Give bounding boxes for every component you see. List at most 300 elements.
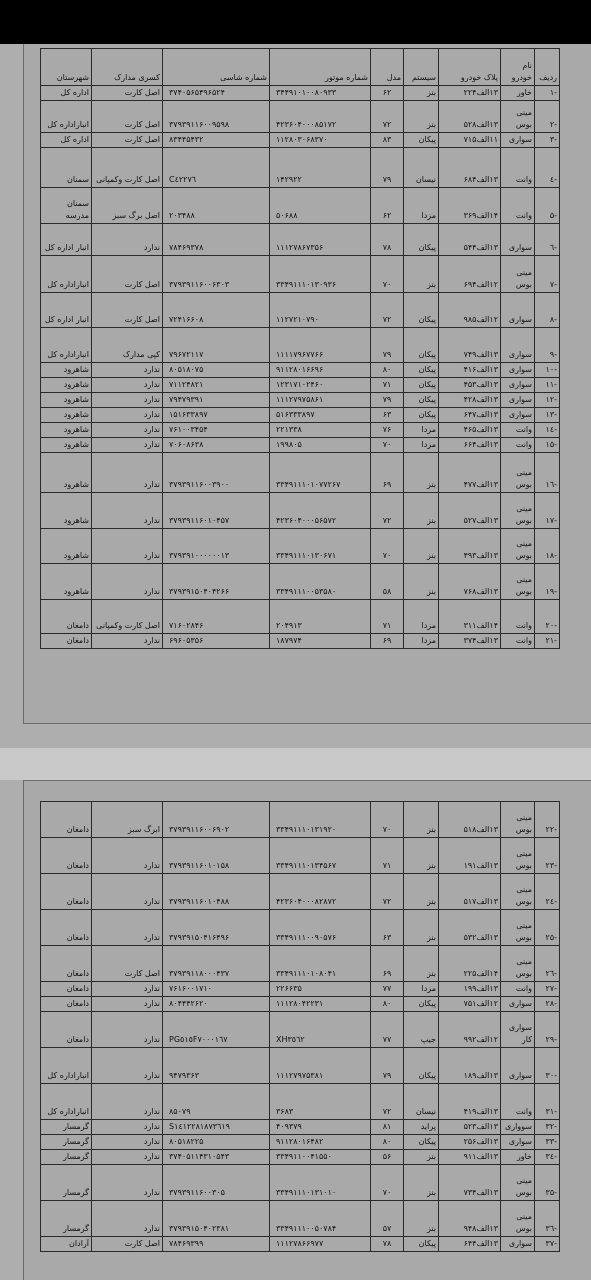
table-row xyxy=(41,86,560,101)
city-cell: انباراداره کل xyxy=(41,256,92,293)
vehicle-name-cell: سواری کار xyxy=(501,1012,535,1048)
missing-docs-cell: اصل کارت وکمپانی xyxy=(92,600,163,634)
table-row xyxy=(41,838,560,874)
vehicle-name-cell: سواری xyxy=(501,224,535,256)
system-cell: پیکان xyxy=(404,378,439,393)
engine-number-cell: ۴۲۳۶۰۴۰۰۰۵۶۵۷۲ xyxy=(270,493,371,529)
table-row xyxy=(41,997,560,1012)
missing-docs-cell: ندارد xyxy=(92,438,163,453)
table-row xyxy=(41,423,560,438)
plate-cell: ۱۳الف۱۹۹ xyxy=(439,982,501,997)
city-cell: دامغان xyxy=(41,634,92,649)
row-number-cell: -۲ xyxy=(535,101,560,133)
city-cell: سمنان xyxy=(41,148,92,188)
system-cell: بنز xyxy=(404,910,439,946)
engine-number-cell: ۹۱۱۲۸۰۱۶۴۸۲ xyxy=(270,1135,371,1150)
table-row xyxy=(41,529,560,564)
chassis-number-cell: ۳۷۹۳۹۱۱۶۰۰۶۳۰۳ xyxy=(163,256,270,293)
table-row xyxy=(41,393,560,408)
system-cell: بنز xyxy=(404,564,439,600)
system-cell: بنز xyxy=(404,101,439,133)
system-cell: نیسان xyxy=(404,148,439,188)
system-cell: پیکان xyxy=(404,997,439,1012)
engine-number-cell: ۱۱۱۲۷۸۶۷۳۵۶ xyxy=(270,224,371,256)
chassis-number-cell: ۷۱۶۰۲۸۴۶ xyxy=(163,600,270,634)
model-cell: ۶۹ xyxy=(371,946,404,982)
chassis-number-cell: ۳۷۹۳۹۱۱۶۰۰۳۹۰۰ xyxy=(163,453,270,493)
plate-cell: ۱۳الف۵۳۲ xyxy=(439,910,501,946)
vehicle-name-cell: خاور xyxy=(501,86,535,101)
missing-docs-cell: ندارد xyxy=(92,408,163,423)
chassis-number-cell: ۷۹۶۷۲۱۱۷ xyxy=(163,328,270,363)
engine-number-cell: ۲۲۱۳۳۸ xyxy=(270,423,371,438)
engine-number-cell: ۱۴۲۹۲۲ xyxy=(270,148,371,188)
vehicle-name-cell: وانت xyxy=(501,148,535,188)
system-cell: پیکان xyxy=(404,363,439,378)
engine-number-cell: ۳۳۴۹۱۱۱۰۱۳۱۹۲۰ xyxy=(270,802,371,838)
row-number-cell: -۲۸ xyxy=(535,997,560,1012)
vehicle-name-cell: مینی بوس xyxy=(501,910,535,946)
model-cell: ۷۹ xyxy=(371,328,404,363)
engine-number-cell: ۳۳۴۹۱۱۱۰۱۰۷۷۲۶۷ xyxy=(270,453,371,493)
plate-cell: ۱۴الف۲۲۵ xyxy=(439,946,501,982)
row-number-cell: -۲۲ xyxy=(535,802,560,838)
engine-number-cell: ۱۱۱۱۷۹۶۷۷۶۶ xyxy=(270,328,371,363)
city-cell: گرمسار xyxy=(41,1165,92,1201)
model-cell: ۷۱ xyxy=(371,838,404,874)
system-cell: مزدا xyxy=(404,634,439,649)
city-cell: گرمسار xyxy=(41,1135,92,1150)
row-number-cell: -۲۰ xyxy=(535,600,560,634)
row-number-cell: -۲۳ xyxy=(535,838,560,874)
chassis-number-cell: ۲۰۳۴۸۸ xyxy=(163,188,270,224)
city-cell: شاهرود xyxy=(41,529,92,564)
chassis-number-cell: ۳۷۴۰۵۶۵۴۹۶۵۲۴ xyxy=(163,86,270,101)
model-cell: ۷۹ xyxy=(371,148,404,188)
top-status-bar xyxy=(0,0,591,44)
system-cell: بنز xyxy=(404,453,439,493)
vehicle-name-cell: سواری xyxy=(501,393,535,408)
city-cell: سمنان مدرسه xyxy=(41,188,92,224)
row-number-cell: -۱۲ xyxy=(535,393,560,408)
table-row xyxy=(41,946,560,982)
chassis-number-cell: ۱۵۱۶۳۳۸۹۷ xyxy=(163,408,270,423)
engine-number-cell: ۱۱۲۷۲۱۰۷۹۰ xyxy=(270,293,371,328)
chassis-number-cell: ۸۰۵۱۸۲۲۵ xyxy=(163,1135,270,1150)
model-cell: ۸۱ xyxy=(371,1120,404,1135)
city-cell: انبار اداره کل xyxy=(41,293,92,328)
system-cell: پیکان xyxy=(404,393,439,408)
chassis-number-cell: ۸۳۴۴۵۴۳۲ xyxy=(163,133,270,148)
table-row xyxy=(41,293,560,328)
plate-cell: ۱۲الف۹۹۲ xyxy=(439,1012,501,1048)
system-cell: بنز xyxy=(404,493,439,529)
plate-cell: ۱۳الف۱۸۹ xyxy=(439,1048,501,1084)
row-number-cell: -۱۹ xyxy=(535,564,560,600)
table-row xyxy=(41,133,560,148)
vehicle-name-cell: سواری xyxy=(501,1135,535,1150)
plate-cell: ۱۳الف۴۷۷ xyxy=(439,453,501,493)
engine-number-cell: ۳۳۴۹۱۱۱۰۱۰۸۰۴۱ xyxy=(270,946,371,982)
system-cell: بنز xyxy=(404,1150,439,1165)
city-cell: دامغان xyxy=(41,600,92,634)
table-row xyxy=(41,910,560,946)
model-cell: ۷۰ xyxy=(371,802,404,838)
city-cell: اداره کل xyxy=(41,133,92,148)
document-page-2 xyxy=(23,780,591,1280)
model-cell: ۶۳ xyxy=(371,408,404,423)
header-cell: شهرستان xyxy=(41,49,92,86)
model-cell: ۷۰ xyxy=(371,529,404,564)
plate-cell: ۱۳الف۵۴۴ xyxy=(439,224,501,256)
system-cell: بنز xyxy=(404,1201,439,1237)
row-number-cell: -۲۷ xyxy=(535,982,560,997)
missing-docs-cell: اصل برگ سبز xyxy=(92,188,163,224)
model-cell: ۷۷ xyxy=(371,1012,404,1048)
missing-docs-cell: اصل کارت xyxy=(92,1237,163,1252)
plate-cell: ۱۱الف۷۱۵ xyxy=(439,133,501,148)
vehicle-name-cell: وانت xyxy=(501,600,535,634)
plate-cell: ۱۳الف۷۳۴ xyxy=(439,1165,501,1201)
table-row xyxy=(41,982,560,997)
system-cell: پیکان xyxy=(404,1237,439,1252)
engine-number-cell: ۱۱۲۸۰۳۰۶۸۳۷۰ xyxy=(270,133,371,148)
plate-cell: ۱۳الف۶۴۷ xyxy=(439,408,501,423)
plate-cell: ۱۳الف۴۵۳ xyxy=(439,378,501,393)
document-page-1 xyxy=(23,44,591,724)
chassis-number-cell: ۷۱۱۲۴۸۲۱ xyxy=(163,378,270,393)
engine-number-cell: ۴۰۹۳۷۹ xyxy=(270,1120,371,1135)
table-row xyxy=(41,188,560,224)
vehicle-name-cell: خاور xyxy=(501,1150,535,1165)
plate-cell: ۱۲الف۷۵۱ xyxy=(439,997,501,1012)
table-row xyxy=(41,1150,560,1165)
model-cell: ۷۰ xyxy=(371,1165,404,1201)
engine-number-cell: ۳۳۴۹۱۱۱۰۱۳۰۹۳۶ xyxy=(270,256,371,293)
city-cell: دامغان xyxy=(41,802,92,838)
missing-docs-cell: ندارد xyxy=(92,453,163,493)
system-cell: بنز xyxy=(404,86,439,101)
model-cell: ۷۲ xyxy=(371,101,404,133)
row-number-cell: -۳٦ xyxy=(535,1201,560,1237)
model-cell: ۶۲ xyxy=(371,86,404,101)
missing-docs-cell: ندارد xyxy=(92,982,163,997)
plate-cell: ۱۲الف۶۹۴ xyxy=(439,256,501,293)
row-number-cell: -۸ xyxy=(535,293,560,328)
model-cell: ۶۲ xyxy=(371,188,404,224)
chassis-number-cell: ۹۴۷۹۳۶۳ xyxy=(163,1048,270,1084)
header-cell: کسری مدارک xyxy=(92,49,163,86)
chassis-number-cell: ۷۸۴۶۹۳۹۹ xyxy=(163,1237,270,1252)
chassis-number-cell: ۷۹۴۷۹۳۹۱ xyxy=(163,393,270,408)
chassis-number-cell: ۳۷۹۳۹۱۱۶۰۰۶۹۰۲ xyxy=(163,802,270,838)
plate-cell: ۱۳الف۱۹۱ xyxy=(439,838,501,874)
table-row xyxy=(41,256,560,293)
system-cell: جیپ xyxy=(404,1012,439,1048)
vehicle-name-cell: سواری xyxy=(501,378,535,393)
header-cell: ردیف xyxy=(535,49,560,86)
city-cell: گرمسار xyxy=(41,1201,92,1237)
missing-docs-cell: اصل کارت xyxy=(92,101,163,133)
table-row xyxy=(41,328,560,363)
vehicle-name-cell: مینی بوس xyxy=(501,946,535,982)
chassis-number-cell: S١٤١٢٢٨١٨٧٣٦١٩ xyxy=(163,1120,270,1135)
table-row xyxy=(41,408,560,423)
system-cell: مزدا xyxy=(404,438,439,453)
vehicle-name-cell: مینی بوس xyxy=(501,493,535,529)
row-number-cell: -۲۹ xyxy=(535,1012,560,1048)
engine-number-cell: ۲۲۶۶۳۵ xyxy=(270,982,371,997)
chassis-number-cell: ۳۷۹۳۹۱۱۶۰۰۳۰۵ xyxy=(163,1165,270,1201)
plate-cell: ۱۳الف۷۴۹ xyxy=(439,328,501,363)
row-number-cell: -۱۳ xyxy=(535,408,560,423)
system-cell: مزدا xyxy=(404,423,439,438)
vehicle-name-cell: وانت xyxy=(501,634,535,649)
missing-docs-cell: کپی مدارک xyxy=(92,328,163,363)
engine-number-cell: ۳۴۴۹۱۰۱۰۰۸۰۹۳۳ xyxy=(270,86,371,101)
table-row xyxy=(41,634,560,649)
table-row xyxy=(41,564,560,600)
missing-docs-cell: ندارد xyxy=(92,493,163,529)
engine-number-cell: ۴۲۳۶۰۴۰۰۰۸۵۱۷۲ xyxy=(270,101,371,133)
model-cell: ۶۹ xyxy=(371,453,404,493)
row-number-cell: -۳٤ xyxy=(535,1150,560,1165)
chassis-number-cell: PG٥١٥F٧٠٠٠١٦٧ xyxy=(163,1012,270,1048)
model-cell: ۵۶ xyxy=(371,1150,404,1165)
missing-docs-cell: ندارد xyxy=(92,529,163,564)
chassis-number-cell: ۷۶۱۰۰۳۴۵۴ xyxy=(163,423,270,438)
vehicle-name-cell: سواری xyxy=(501,293,535,328)
table-row xyxy=(41,363,560,378)
vehicle-name-cell: سواری xyxy=(501,328,535,363)
missing-docs-cell: اصل کارت xyxy=(92,86,163,101)
header-cell: شماره شاسی xyxy=(163,49,270,86)
missing-docs-cell: ندارد xyxy=(92,1012,163,1048)
engine-number-cell: ۳۳۴۹۱۱۱۰۱۳۱۰۱۰ xyxy=(270,1165,371,1201)
chassis-number-cell: ۷۶۱۶۰۰۱۷۱۰ xyxy=(163,982,270,997)
city-cell: شاهرود xyxy=(41,423,92,438)
engine-number-cell: ۱۸۷۹۷۴ xyxy=(270,634,371,649)
table-row xyxy=(41,378,560,393)
chassis-number-cell: ۳۷۹۳۹۱۱۸۰۰۰۴۳۷ xyxy=(163,946,270,982)
vehicle-name-cell: مینی بوس xyxy=(501,1165,535,1201)
city-cell: شاهرود xyxy=(41,564,92,600)
row-number-cell: -۳۷ xyxy=(535,1237,560,1252)
plate-cell: ۱۳الف۷۶۸ xyxy=(439,564,501,600)
plate-cell: ۱۳الف۹۱۱ xyxy=(439,1150,501,1165)
chassis-number-cell: ۳۷۹۳۹۱۱۶۰۱۰۴۸۸ xyxy=(163,874,270,910)
missing-docs-cell: ندارد xyxy=(92,634,163,649)
model-cell: ۷۷ xyxy=(371,982,404,997)
plate-cell: ۱۳الف۳۷۴ xyxy=(439,634,501,649)
engine-number-cell: ۵۱۶۳۳۳۸۹۷ xyxy=(270,408,371,423)
table-row xyxy=(41,874,560,910)
missing-docs-cell: ندارد xyxy=(92,393,163,408)
row-number-cell: -۱۸ xyxy=(535,529,560,564)
city-cell: انباراداره کل xyxy=(41,328,92,363)
row-number-cell: -۳۵ xyxy=(535,1165,560,1201)
system-cell: بنز xyxy=(404,529,439,564)
chassis-number-cell: ۷۰۶۰۸۶۳۸ xyxy=(163,438,270,453)
system-cell: بنز xyxy=(404,1165,439,1201)
chassis-number-cell: ۸۰۴۴۴۲۶۲۰ xyxy=(163,997,270,1012)
city-cell: شاهرود xyxy=(41,378,92,393)
city-cell: انباراداره کل xyxy=(41,1048,92,1084)
system-cell: نیسان xyxy=(404,1084,439,1120)
model-cell: ۷۲ xyxy=(371,1084,404,1120)
missing-docs-cell: ندارد xyxy=(92,1150,163,1165)
engine-number-cell: ۴۲۳۶۰۴۰۰۰۸۲۸۷۲ xyxy=(270,874,371,910)
city-cell: شاهرود xyxy=(41,438,92,453)
system-cell: پیکان xyxy=(404,224,439,256)
vehicle-name-cell: وانت xyxy=(501,188,535,224)
city-cell: دامغان xyxy=(41,874,92,910)
engine-number-cell: ۳۳۴۹۱۱۱۰۰۵۰۷۸۴ xyxy=(270,1201,371,1237)
model-cell: ۶۹ xyxy=(371,634,404,649)
engine-number-cell: ۱۱۱۲۷۹۷۵۸۶۱ xyxy=(270,393,371,408)
missing-docs-cell: ندارد xyxy=(92,838,163,874)
engine-number-cell: ۳۳۴۹۱۱۱۰۰۹۰۵۷۶ xyxy=(270,910,371,946)
model-cell: ۷۱ xyxy=(371,378,404,393)
table-row xyxy=(41,1048,560,1084)
missing-docs-cell: ندارد xyxy=(92,1201,163,1237)
missing-docs-cell: ندارد xyxy=(92,1048,163,1084)
city-cell: اداره کل xyxy=(41,86,92,101)
vehicle-name-cell: مینی بوس xyxy=(501,1201,535,1237)
missing-docs-cell: ندارد xyxy=(92,874,163,910)
vehicle-name-cell: مینی بوس xyxy=(501,802,535,838)
model-cell: ۷۲ xyxy=(371,493,404,529)
model-cell: ۶۳ xyxy=(371,910,404,946)
engine-number-cell: ۱۲۳۱۷۱۰۲۴۶۰ xyxy=(270,378,371,393)
vehicle-table-page-1 xyxy=(40,48,560,649)
chassis-number-cell: ۶۹۶۰۵۳۵۶ xyxy=(163,634,270,649)
row-number-cell: -۹ xyxy=(535,328,560,363)
engine-number-cell: ۳۳۴۹۱۱۰۰۴۱۵۵۰ xyxy=(270,1150,371,1165)
table-row xyxy=(41,1084,560,1120)
row-number-cell: -۷ xyxy=(535,256,560,293)
row-number-cell: -۱۰ xyxy=(535,363,560,378)
row-number-cell: -۱٤ xyxy=(535,423,560,438)
table-row xyxy=(41,1120,560,1135)
row-number-cell: -٤ xyxy=(535,148,560,188)
chassis-number-cell: ۳۷۹۳۹۱۵۰۴۰۴۲۶۶ xyxy=(163,564,270,600)
engine-number-cell: ۹۱۱۲۸۰۱۶۶۹۶ xyxy=(270,363,371,378)
table-row xyxy=(41,148,560,188)
row-number-cell: -۳۰ xyxy=(535,1048,560,1084)
vehicle-name-cell: سوواری xyxy=(501,1120,535,1135)
plate-cell: ۱۳الف۶۶۴ xyxy=(439,438,501,453)
city-cell: شاهرود xyxy=(41,408,92,423)
model-cell: ۵۸ xyxy=(371,564,404,600)
model-cell: ۷۱ xyxy=(371,600,404,634)
model-cell: ۷۲ xyxy=(371,293,404,328)
header-cell: نام خودرو xyxy=(501,49,535,86)
model-cell: ۷۰ xyxy=(371,438,404,453)
vehicle-name-cell: وانت xyxy=(501,423,535,438)
row-number-cell: -۱٦ xyxy=(535,453,560,493)
row-number-cell: -۲٤ xyxy=(535,874,560,910)
plate-cell: ۱۲الف۹۸۵ xyxy=(439,293,501,328)
plate-cell: ۱۳الف۹۴۸ xyxy=(439,1201,501,1237)
missing-docs-cell: ندارد xyxy=(92,1084,163,1120)
missing-docs-cell: اصل کارت xyxy=(92,293,163,328)
table-header-row xyxy=(41,49,560,86)
engine-number-cell: ۱۹۹۸۰۵ xyxy=(270,438,371,453)
row-number-cell: -۳۳ xyxy=(535,1135,560,1150)
missing-docs-cell: ندارد xyxy=(92,997,163,1012)
system-cell: بنز xyxy=(404,838,439,874)
table-row xyxy=(41,224,560,256)
plate-cell: ۱۳الف۴۱۶ xyxy=(439,363,501,378)
model-cell: ۷۲ xyxy=(371,874,404,910)
plate-cell: ۱۴الف۳۶۹ xyxy=(439,188,501,224)
row-number-cell: -۳۲ xyxy=(535,1120,560,1135)
header-cell: سیستم xyxy=(404,49,439,86)
engine-number-cell: XH۳٥٦٢ xyxy=(270,1012,371,1048)
engine-number-cell: ۱۱۱۲۸۰۴۲۲۳۱ xyxy=(270,997,371,1012)
table-row xyxy=(41,1012,560,1048)
chassis-number-cell: C٤٢٢٧٦ xyxy=(163,148,270,188)
header-cell: پلاک خودرو xyxy=(439,49,501,86)
engine-number-cell: ۲۰۴۹۱۳ xyxy=(270,600,371,634)
vehicle-name-cell: سواری xyxy=(501,408,535,423)
table-row xyxy=(41,1237,560,1252)
table-row xyxy=(41,438,560,453)
row-number-cell: -۲۱ xyxy=(535,634,560,649)
system-cell: بنز xyxy=(404,802,439,838)
vehicle-name-cell: وانت xyxy=(501,438,535,453)
chassis-number-cell: ۳۷۹۳۹۱۰۰۰۰۰۰۱۳ xyxy=(163,529,270,564)
missing-docs-cell: ندارد xyxy=(92,423,163,438)
chassis-number-cell: ۳۷۹۳۹۱۵۰۴۰۲۳۸۱ xyxy=(163,1201,270,1237)
city-cell: آرادان xyxy=(41,1237,92,1252)
vehicle-name-cell: مینی بوس xyxy=(501,838,535,874)
plate-cell: ۱۳الف۴۲۸ xyxy=(439,393,501,408)
table-row xyxy=(41,101,560,133)
chassis-number-cell: ۳۷۴۰۵۱۱۴۳۱۰۵۴۳ xyxy=(163,1150,270,1165)
vehicle-name-cell: مینی بوس xyxy=(501,529,535,564)
system-cell: مزدا xyxy=(404,188,439,224)
city-cell: دامغان xyxy=(41,997,92,1012)
vehicle-name-cell: مینی بوس xyxy=(501,256,535,293)
plate-cell: ۱۳الف۴۱۹ xyxy=(439,1084,501,1120)
missing-docs-cell: اصل کارت xyxy=(92,256,163,293)
system-cell: پیکان xyxy=(404,328,439,363)
missing-docs-cell: ندارد xyxy=(92,1135,163,1150)
row-number-cell: -۳ xyxy=(535,133,560,148)
table-row xyxy=(41,1135,560,1150)
system-cell: پیکان xyxy=(404,408,439,423)
vehicle-name-cell: وانت xyxy=(501,982,535,997)
plate-cell: ۱۳الف۲۵۶ xyxy=(439,1135,501,1150)
missing-docs-cell: ندارد xyxy=(92,363,163,378)
model-cell: ۷۸ xyxy=(371,224,404,256)
vehicle-name-cell: مینی بوس xyxy=(501,874,535,910)
row-number-cell: -۲۵ xyxy=(535,910,560,946)
system-cell: مزدا xyxy=(404,600,439,634)
model-cell: ۷۹ xyxy=(371,1048,404,1084)
missing-docs-cell: اصل کارت xyxy=(92,133,163,148)
engine-number-cell: ۱۱۱۲۷۹۷۵۳۸۱ xyxy=(270,1048,371,1084)
model-cell: ۷۶ xyxy=(371,423,404,438)
system-cell: مزدا xyxy=(404,982,439,997)
system-cell: بنز xyxy=(404,946,439,982)
vehicle-name-cell: وانت xyxy=(501,1084,535,1120)
plate-cell: ۱۴الف۳۱۱ xyxy=(439,600,501,634)
row-number-cell: -۱۷ xyxy=(535,493,560,529)
table-row xyxy=(41,802,560,838)
